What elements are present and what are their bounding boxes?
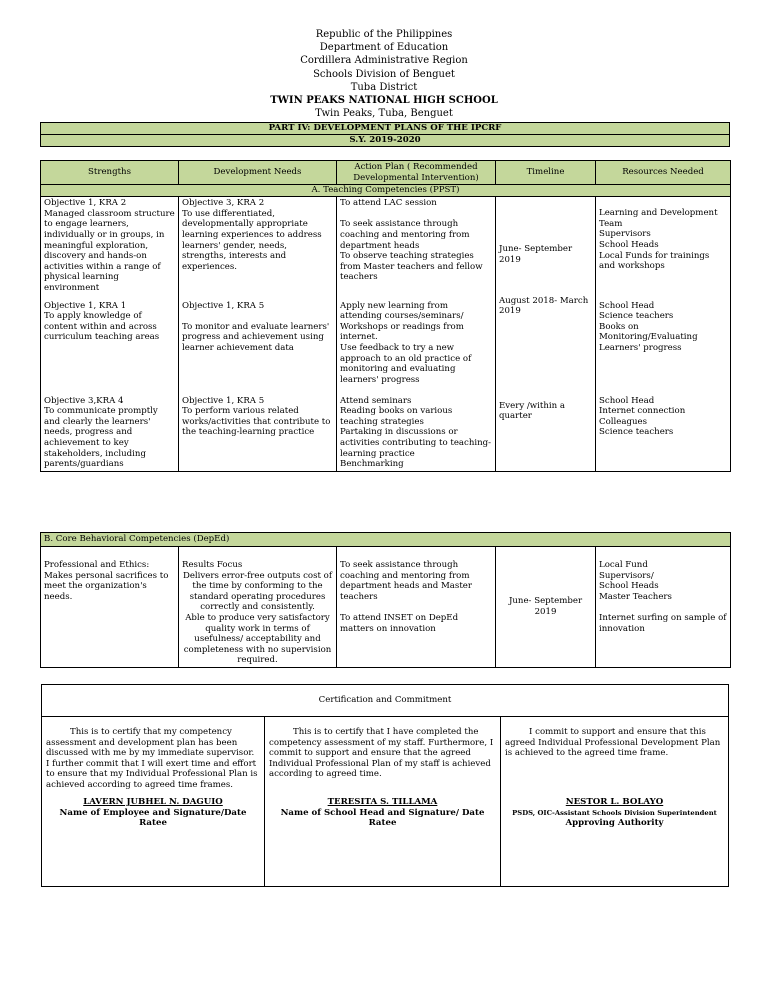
header-line-1: Republic of the Philippines	[315, 29, 453, 40]
school-head-sub: Ratee	[368, 818, 397, 829]
cell-action: Apply new learning from attending courses/seminars/ Workshops or readings from internet. Use feedback to try a new approach to an old practice of monitoring and evaluating learners' progress	[337, 295, 496, 392]
col-strengths: Strengths	[41, 161, 179, 185]
cell-strengths: Professional and Ethics: Makes personal sacrifices to meet the organization's needs.	[41, 547, 179, 668]
development-plan-table	[40, 160, 731, 472]
part-title: PART IV: DEVELOPMENT PLANS OF THE IPCRF	[41, 123, 730, 135]
employee-name: LAVERN JUBHEL N. DAGUIO	[83, 797, 223, 807]
school-head-name: TERESITA S. TILLAMA	[327, 797, 438, 807]
table-header-row	[41, 161, 731, 185]
cell-resources: School Head Internet connection Colleagues Science teachers	[596, 392, 731, 472]
document-header	[0, 28, 768, 120]
school-name: TWIN PEAKS NATIONAL HIGH SCHOOL	[270, 95, 498, 107]
certification-title: Certification and Commitment	[42, 685, 728, 717]
cell-action: To seek assistance through coaching and mentoring from department heads and Master teachers To attend INSET on DepEd matters on innovation	[337, 547, 496, 668]
cell-timeline: August 2018- March 2019	[496, 295, 596, 392]
needs-title: Results Focus	[182, 560, 243, 570]
cell-strengths: Objective 3,KRA 4 To communicate promptly and clearly the learners' needs, progress and achievement to key stakeholders, including parents/guardians	[41, 392, 179, 472]
school-head-role: Name of School Head and Signature/ Date	[280, 807, 485, 818]
certification-box	[41, 684, 729, 887]
section-b-title: B. Core Behavioral Competencies (DepEd)	[41, 533, 731, 547]
school-address: Twin Peaks, Tuba, Benguet	[315, 108, 453, 120]
cell-resources: Local Fund Supervisors/ School Heads Master Teachers Internet surfing on sample of innovation	[596, 547, 731, 668]
title-bands	[40, 122, 730, 147]
approver-signature-block	[501, 797, 728, 829]
approver-commitment	[501, 717, 728, 886]
cell-needs: Objective 1, KRA 5 To monitor and evaluate learners' progress and achievement using learner achievement data	[179, 295, 337, 392]
cell-needs: Objective 3, KRA 2 To use differentiated, developmentally appropriate learning experiences to address learners' gender, needs, strengths, interests and experiences.	[179, 197, 337, 295]
approver-name: NESTOR L. BOLAYO	[565, 797, 664, 807]
table-row	[41, 547, 731, 668]
school-head-signature-block	[265, 797, 500, 829]
school-head-statement: This is to certify that I have completed the competency assessment of my staff. Furthermore, I commit to support and ensure that the agreed Individual Professional Plan of my staff is achieved according to agreed time.	[269, 727, 494, 780]
header-line-3: Cordillera Administrative Region	[300, 55, 468, 67]
cell-needs	[179, 547, 337, 668]
col-resources: Resources Needed	[596, 161, 731, 185]
employee-sub: Ratee	[139, 818, 167, 829]
cell-timeline: Every /within a quarter	[496, 392, 596, 472]
cell-needs: Objective 1, KRA 5 To perform various related works/activities that contribute to the teaching-learning practice	[179, 392, 337, 472]
cell-action: To attend LAC session To seek assistance through coaching and mentoring from department heads To observe teaching strategies from Master teachers and fellow teachers	[337, 197, 496, 295]
cell-strengths: Objective 1, KRA 2 Managed classroom structure to engage learners, individually or in groups, in meaningful exploration, discovery and hands-on activities within a range of physical learning environment	[41, 197, 179, 295]
approver-role: PSDS, OIC-Assistant Schools Division Superintendent	[512, 808, 717, 817]
needs-body: Delivers error-free outputs cost of the time by conforming to the standard operating procedures correctly and consistently. Able to produce very satisfactory quality work in terms of usefulness/ acceptability and completeness with no supervision required.	[182, 570, 333, 666]
header-line-2: Department of Education	[319, 42, 449, 54]
cell-strengths: Objective 1, KRA 1 To apply knowledge of content within and across curriculum teaching areas	[41, 295, 179, 392]
cell-resources: School Head Science teachers Books on Monitoring/Evaluating Learners' progress	[596, 295, 731, 392]
col-development-needs: Development Needs	[179, 161, 337, 185]
table-row	[41, 197, 731, 295]
col-action-plan: Action Plan ( Recommended Developmental Intervention)	[337, 161, 496, 185]
header-line-5: Tuba District	[350, 81, 418, 93]
school-head-certification	[265, 717, 501, 886]
cell-timeline: June- September 2019	[496, 547, 596, 668]
table-row	[41, 295, 731, 392]
cell-timeline: June- September 2019	[496, 197, 596, 295]
employee-certification	[42, 717, 265, 886]
approver-sub: Approving Authority	[565, 818, 664, 829]
core-competencies-table	[40, 532, 731, 668]
table-row	[41, 392, 731, 472]
employee-statement: This is to certify that my competency assessment and development plan has been discussed with me by my immediate supervisor. I further commit that I will exert time and effort to ensure that my Individual Professional Plan is achieved according to agreed time frames.	[46, 727, 258, 790]
employee-signature-block	[42, 797, 264, 829]
school-year: S.Y. 2019-2020	[41, 135, 730, 147]
employee-role: Name of Employee and Signature/Date	[59, 807, 247, 818]
cell-action: Attend seminars Reading books on various teaching strategies Partaking in discussions or activities contributing to teaching-learning practice Benchmarking	[337, 392, 496, 472]
header-line-4: Schools Division of Benguet	[313, 68, 455, 80]
section-a-title: A. Teaching Competencies (PPST)	[41, 185, 731, 197]
approver-statement: I commit to support and ensure that this agreed Individual Professional Development Plan is achieved to the agreed time frame.	[505, 727, 721, 759]
cell-resources: Learning and Development Team Supervisors School Heads Local Funds for trainings and workshops	[596, 197, 731, 295]
col-timeline: Timeline	[496, 161, 596, 185]
